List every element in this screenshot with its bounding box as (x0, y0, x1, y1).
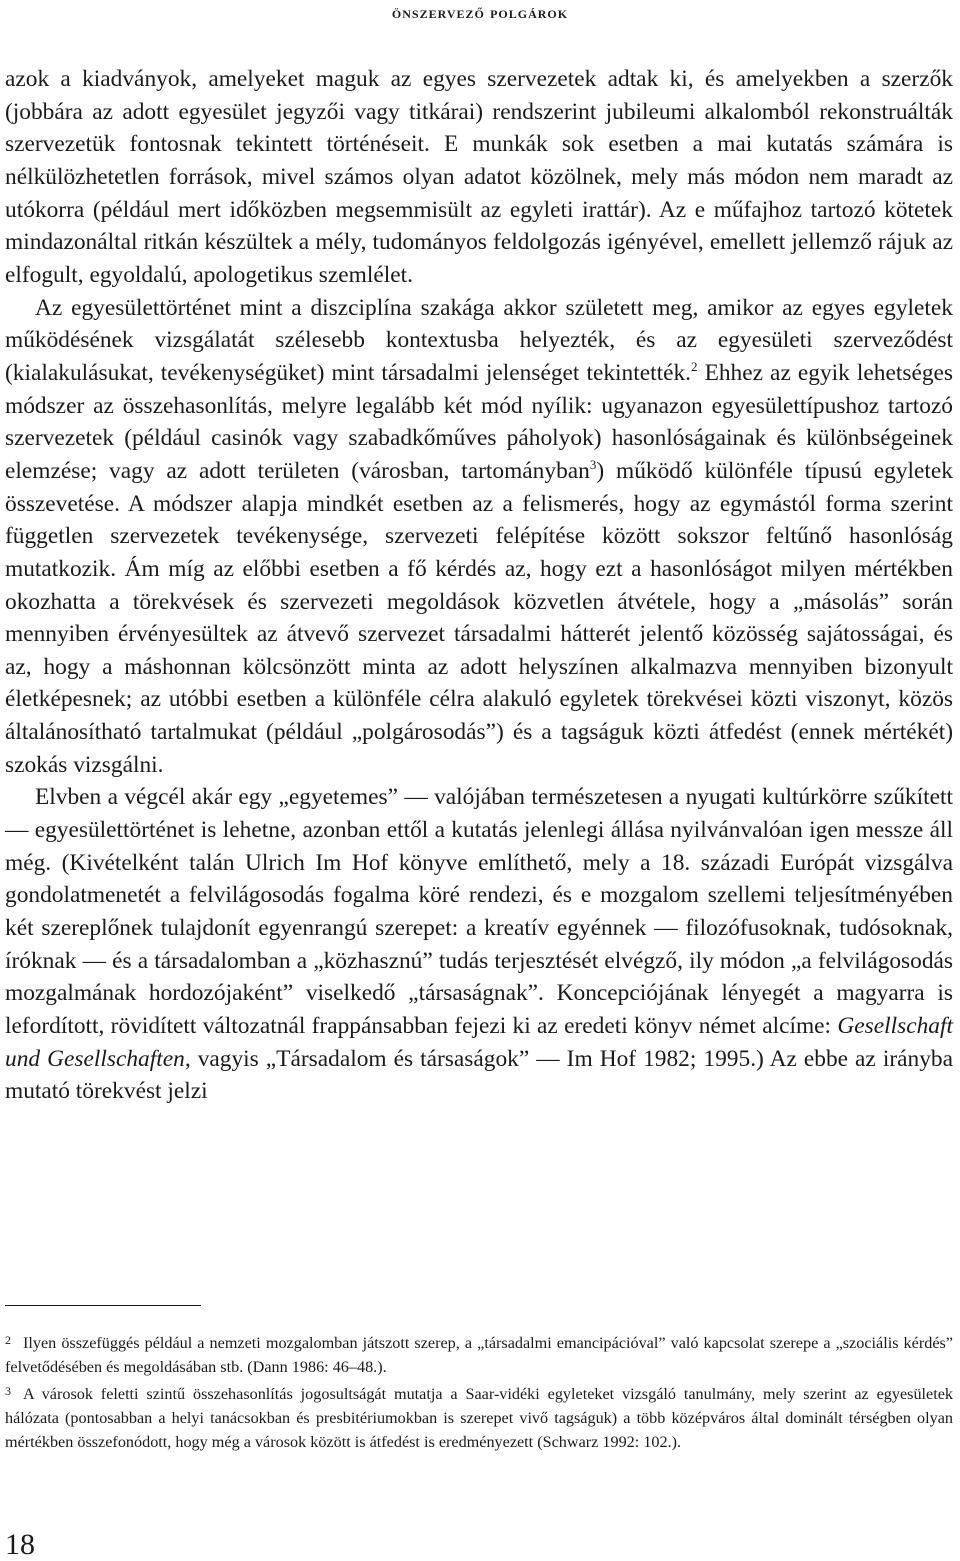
paragraph-3-text-b: vagyis „Társadalom és társaságok” — Im Hof 1982; 1995.) Az ebbe az irányba mutató törekvést jelzi (5, 1045, 953, 1105)
footnote-number: 2 (5, 1333, 11, 1347)
paragraph-2 (5, 292, 953, 782)
footnote-divider (5, 1305, 201, 1306)
footnote-text: A városok feletti szintű összehasonlítás jogosultságát mutatja a Saar-vidéki egyleteket vizsgáló tanulmány, mely szerint az egyesületek hálózata (pontosabban a helyi tanácsokban és presbitériumokban is szerepet vivő tagságuk) a több középváros által dominált térségben olyan mértékben összefonódott, hogy még a városok között is átfedést is eredményezett (Schwarz 1992: 102.). (5, 1385, 953, 1451)
paragraph-1-text: azok a kiadványok, amelyeket maguk az egyes szervezetek adtak ki, és amelyekben a szerzők (jobbára az adott egyesület jegyzői vagy titkárai) rendszerint jubileumi alkalomból rekonstruálták szervezetük fontosnak tekintett történéseit. E munkák sok esetben a mai kutatás számára is nélkülözhetetlen források, mivel számos olyan adatot közölnek, mely más módon nem maradt az utókorra (például mert időközben megsemmisült az egyleti irattár). Az e műfajhoz tartozó kötetek mindazonáltal ritkán készültek a mély, tudományos feldolgozás igényével, emellett jellemző rájuk az elfogult, egyoldalú, apologetikus szemlélet. (5, 66, 953, 288)
footnote-text: Ilyen összefüggés például a nemzeti mozgalomban játszott szerep, a „társadalmi emancipációval” való kapcsolat szerepe a „szociális kérdés” felvetődésében és megoldásában stb. (Dann 1986: 46–48.). (5, 1334, 953, 1376)
footnote-number: 3 (5, 1384, 11, 1398)
paragraph-1 (5, 63, 953, 292)
footnote-2 (5, 1328, 953, 1379)
running-head: önszervező polgárok (391, 3, 569, 22)
paragraph-2-text-b: Ehhez az egyik lehetséges módszer az összehasonlítás, melyre legalább két mód nyílik: ugyanazon egyesülettípushoz tartozó szervezetek (például casinók vagy szabadkőműves páholyok) hasonlóságainak és különbségeinek elemzése; vagy az adott területen (városban, tartományban (5, 359, 954, 484)
paragraph-2-text-c: ) működő különféle típusú egyletek összevetése. A módszer alapja mindkét esetben az a felismerés, hogy az egymástól forma szerint független szervezetek tevékenysége, szervezeti felépítése között sokszor feltűnő hasonlóság mutatkozik. Ám míg az előbbi esetben a fő kérdés az, hogy ezt a hasonlóságot milyen mértékben okozhatta a törekvések és szervezeti megoldások közvetlen átvétele, hogy a „másolás” során mennyiben érvényesültek az átvevő szervezet társadalmi hátterét jelentő közösség sajátosságai, és az, hogy a máshonnan kölcsönzött minta az adott helyszínen alkalmazva mennyiben bizonyult életképesnek; az utóbbi esetben a különféle célra alakuló egyletek törekvései közti viszonyt, közös általánosítható tartalmukat (például „polgárosodás”) és a tagságuk közti átfedést (ennek mértékét) szokás vizsgálni. (5, 457, 953, 778)
paragraph-3 (5, 781, 953, 1108)
footnotes (5, 1328, 953, 1454)
footnote-ref-3[interactable]: 3 (589, 456, 597, 472)
paragraph-3-text-a: Elvben a végcél akár egy „egyetemes” — valójában természetesen a nyugati kultúrkörre szűkített — egyesülettörténet is lehetne, azonban ettől a kutatás jelenlegi állása nyilvánvalóan igen messze áll még. (Kivételként talán Ulrich Im Hof könyve említhető, mely a 18. századi Európát vizsgálva gondolatmenetét a felvilágosodás fogalma köré rendezi, és e mozgalom szellemi teljesítményében két szereplőnek tulajdonít egyenrangú szerepet: a kreatív egyénnek — filozófusoknak, tudósoknak, íróknak — és a társadalomban a „közhasznú” tudás terjesztését elvégző, ily módon „a felvilágosodás mozgalmának hordozójaként” viselkedő „társaságnak”. Koncepciójának lényegét a magyarra is lefordított, rövidített változatnál frappánsabban fejezi ki az eredeti könyv német alcíme: (5, 784, 953, 1040)
book-subtitle-italic: Gesellschaft und Gesellschaften, (5, 1013, 953, 1072)
footnote-ref-2[interactable]: 2 (691, 358, 698, 374)
page-number: 18 (5, 1528, 35, 1561)
body-text (5, 63, 953, 1108)
paragraph-2-text-a: Az egyesülettörténet mint a diszciplína szakága akkor született meg, amikor az egyes egyletek működésének vizsgálatát szélesebb kontextusba helyezték, és az egyesületi szerveződést (kialakulásukat, tevékenységüket) mint társadalmi jelenséget tekintették. (5, 294, 953, 386)
footnote-3 (5, 1379, 953, 1454)
